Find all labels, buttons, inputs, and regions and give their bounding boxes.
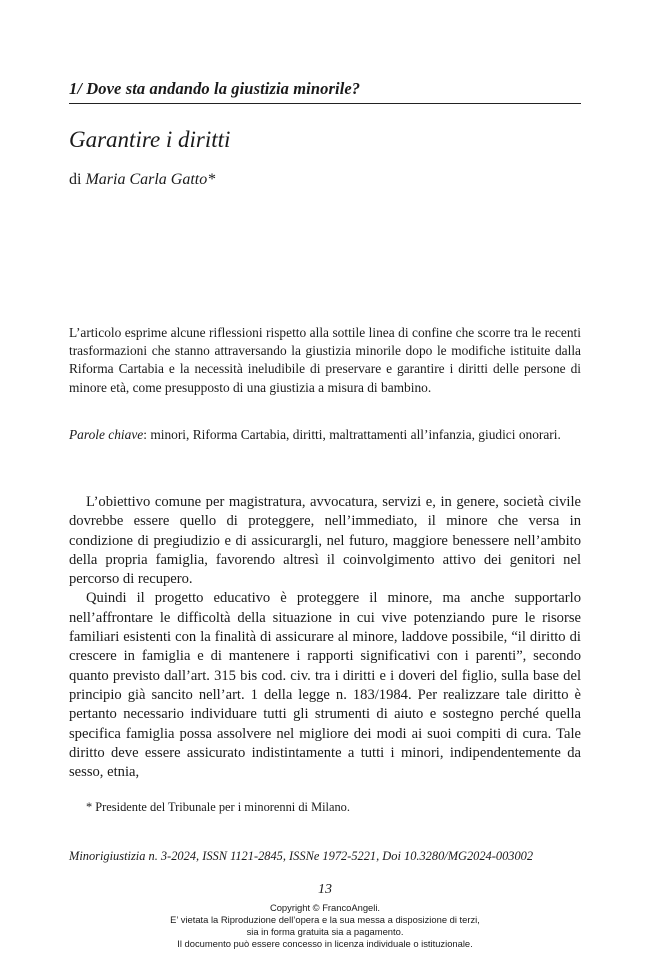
section-heading: 1/ Dove sta andando la giustizia minorile? [69,79,361,98]
abstract: L’articolo esprime alcune riflessioni rispetto alla sottile linea di confine che scorre tra le recenti trasformazioni che stanno attraversando la giustizia minorile dopo le modifiche istituite dalla Riforma Cartabia e la necessità ineludibile di preservare e garantire i diritti delle persone di minore età, come presupposto di una giustizia a misura di bambino. [69,325,581,395]
page [69,0,581,964]
footnote: * Presidente del Tribunale per i minorenni di Milano. [86,800,350,814]
copyright-line: Copyright © FrancoAngeli. [269,902,381,913]
article-title: Garantire i diritti [69,127,231,152]
keywords [69,426,581,444]
body-text [69,493,581,782]
body-paragraph: Quindi il progetto educativo è proteggere il minore, ma anche supportarlo nell’affrontare le difficoltà della situazione in cui vive potenziando pure le risorse familiari esistenti con la finalità di assicurare al minore, laddove possibile, “il diritto di crescere in famiglia e di mantenere i rapporti significativi con i parenti”, secondo quanto previsto dall’art. 315 bis cod. civ. tra i diritti e i doveri del figlio, sulla base del principio già sancito nell’art. 1 della legge n. 183/1984. Per realizzare tale diritto è pertanto necessario individuare tutti gli strumenti di aiuto e sostegno perché quella specifica famiglia possa assolvere nel migliore dei modi ai suoi compiti di cura. Tale diritto deve essere assicurato indistintamente a tutti i minori, indipendentemente da sesso, etnia, [69,590,581,781]
byline [69,171,215,189]
author-name: Maria Carla Gatto* [85,171,216,188]
keywords-label: Parole chiave [69,427,144,442]
copyright-line: Il documento può essere concesso in licenza individuale o istituzionale. [177,938,473,949]
page-number: 13 [318,882,332,897]
copyright-line: sia in forma gratuita sia a pagamento. [246,926,404,937]
header-rule [69,103,581,104]
keywords-list: : minori, Riforma Cartabia, diritti, maltrattamenti all’infanzia, giudici onorari. [143,427,561,442]
body-paragraph: L’obiettivo comune per magistratura, avvocatura, servizi e, in genere, società civile dovrebbe essere quello di proteggere, nell’immediato, il minore che versa in condizione di pregiudizio e di assicurargli, nel futuro, maggiore benessere nell’ambito della propria famiglia, favorendo altresì il coinvolgimento attivo dei genitori nel percorso di recupero. [69,494,581,588]
byline-prefix: di [69,171,82,188]
copyright-line: E’ vietata la Riproduzione dell’opera e la sua messa a disposizione di terzi, [170,914,480,925]
copyright-notice [0,902,650,950]
journal-citation: Minorigiustizia n. 3-2024, ISSN 1121-2845, ISSNe 1972-5221, Doi 10.3280/MG2024-003002 [69,849,534,863]
